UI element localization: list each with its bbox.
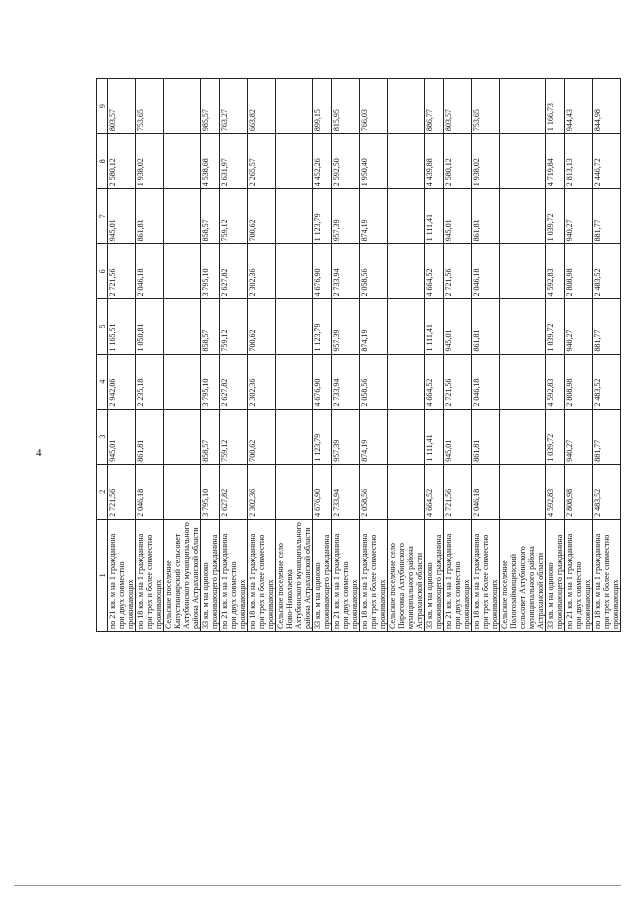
table-cell: 2 046,18 bbox=[472, 244, 500, 299]
table-cell: 4 439,88 bbox=[425, 134, 444, 189]
table-cell: 2 627,82 bbox=[220, 354, 248, 409]
table-cell: 4 664,52 bbox=[425, 244, 444, 299]
table-cell: 1 165,51 bbox=[108, 299, 136, 354]
table-cell bbox=[388, 79, 425, 134]
table-cell: 803,57 bbox=[108, 79, 136, 134]
table-cell: 1 123,79 bbox=[313, 189, 332, 244]
table-cell: 2 046,18 bbox=[136, 244, 164, 299]
table-cell: 940,27 bbox=[565, 409, 593, 464]
rotated-sheet bbox=[96, 78, 620, 632]
page-number: 4 bbox=[36, 447, 42, 459]
table-cell: 803,57 bbox=[444, 79, 472, 134]
table-row bbox=[276, 79, 313, 632]
column-header: 8 bbox=[97, 134, 108, 189]
row-label: по 21 кв. м на 1 гражданина при двух совместно проживающих bbox=[444, 519, 472, 631]
table-cell bbox=[276, 79, 313, 134]
table-cell: 2 235,18 bbox=[136, 354, 164, 409]
table-row bbox=[500, 79, 546, 632]
table-row bbox=[546, 79, 565, 632]
table-cell: 2 302,36 bbox=[248, 354, 276, 409]
row-label: по 21 кв. м на 1 гражданина при двух совместно проживающих bbox=[565, 519, 593, 631]
row-label: по 18 кв. м на 1 гражданина при трех и более совместно проживающих bbox=[593, 519, 621, 631]
table-cell: 2 302,36 bbox=[248, 464, 276, 519]
table-row bbox=[248, 79, 276, 632]
table-cell: 1 950,40 bbox=[360, 134, 388, 189]
table-cell: 881,77 bbox=[593, 409, 621, 464]
table-cell: 2 733,94 bbox=[332, 354, 360, 409]
table-cell: 881,77 bbox=[593, 189, 621, 244]
table-row bbox=[164, 79, 201, 632]
table-cell: 2 721,56 bbox=[444, 244, 472, 299]
table-cell: 858,57 bbox=[201, 189, 220, 244]
table-cell: 945,01 bbox=[444, 409, 472, 464]
row-label: по 21 кв. м на 1 гражданина при двух совместно проживающих bbox=[220, 519, 248, 631]
table-row bbox=[425, 79, 444, 632]
table-cell: 945,01 bbox=[444, 189, 472, 244]
table-cell bbox=[388, 189, 425, 244]
row-label: 33 кв. м на одиноко проживающего гражданина bbox=[546, 519, 565, 631]
table-cell: 861,81 bbox=[136, 409, 164, 464]
table-cell: 940,27 bbox=[565, 299, 593, 354]
table-cell: 844,98 bbox=[593, 79, 621, 134]
table-cell: 759,12 bbox=[220, 189, 248, 244]
table-cell: 957,39 bbox=[332, 409, 360, 464]
row-label: по 18 кв. м на 1 гражданина при трех и более совместно проживающих bbox=[360, 519, 388, 631]
table-cell: 940,27 bbox=[565, 189, 593, 244]
table-cell: 861,81 bbox=[472, 409, 500, 464]
table-cell: 4 592,83 bbox=[546, 464, 565, 519]
table-cell: 4 676,90 bbox=[313, 244, 332, 299]
table-cell bbox=[164, 464, 201, 519]
row-label: по 18 кв. м на 1 гражданина при трех и более совместно проживающих bbox=[136, 519, 164, 631]
row-label: 33 кв. м на одиноко проживающего гражданина bbox=[313, 519, 332, 631]
table-cell: 2 046,18 bbox=[472, 464, 500, 519]
table-cell: 2 580,12 bbox=[108, 134, 136, 189]
table-cell bbox=[276, 464, 313, 519]
table-cell: 874,19 bbox=[360, 409, 388, 464]
column-header: 9 bbox=[97, 79, 108, 134]
table-cell: 2 058,56 bbox=[360, 244, 388, 299]
table-cell: 2 058,56 bbox=[360, 354, 388, 409]
column-header: 3 bbox=[97, 409, 108, 464]
table-cell: 945,01 bbox=[444, 299, 472, 354]
table-cell bbox=[164, 79, 201, 134]
table-cell: 2 721,56 bbox=[444, 464, 472, 519]
table-cell: 1 938,02 bbox=[472, 134, 500, 189]
table-cell: 1 050,81 bbox=[136, 299, 164, 354]
scan-edge-line bbox=[14, 885, 621, 886]
row-label: Сельское поселение Капустиноярский сельсовет Ахтубинского муниципального района Астраханской области bbox=[164, 519, 201, 631]
table-cell: 874,19 bbox=[360, 299, 388, 354]
table-cell bbox=[500, 464, 546, 519]
tariff-table bbox=[96, 78, 621, 632]
table-cell bbox=[276, 354, 313, 409]
row-label: Сельское поселение Пологозаймищенский сельсовет Ахтубинского муниципального района Астраханской области bbox=[500, 519, 546, 631]
table-cell: 4 592,83 bbox=[546, 244, 565, 299]
table-cell: 4 664,52 bbox=[425, 354, 444, 409]
table-cell: 874,19 bbox=[360, 189, 388, 244]
table-cell: 700,62 bbox=[248, 409, 276, 464]
table-cell bbox=[276, 409, 313, 464]
column-header: 4 bbox=[97, 354, 108, 409]
table-cell: 2 483,52 bbox=[593, 354, 621, 409]
table-cell: 4 452,26 bbox=[313, 134, 332, 189]
table-cell: 861,81 bbox=[472, 299, 500, 354]
table-cell bbox=[164, 189, 201, 244]
table-cell: 2 721,56 bbox=[108, 244, 136, 299]
table-cell: 1 123,79 bbox=[313, 409, 332, 464]
table-cell: 2 046,18 bbox=[472, 354, 500, 409]
table-cell: 2 808,98 bbox=[565, 354, 593, 409]
table-cell: 3 795,10 bbox=[201, 354, 220, 409]
table-row bbox=[472, 79, 500, 632]
table-cell bbox=[388, 134, 425, 189]
table-row bbox=[444, 79, 472, 632]
table-cell: 944,43 bbox=[565, 79, 593, 134]
table-cell: 753,65 bbox=[472, 79, 500, 134]
column-header: 1 bbox=[97, 519, 108, 631]
table-cell: 2 046,18 bbox=[136, 464, 164, 519]
table-cell bbox=[276, 244, 313, 299]
table-cell: 1 111,41 bbox=[425, 299, 444, 354]
table-cell bbox=[276, 189, 313, 244]
table-cell: 4 664,52 bbox=[425, 464, 444, 519]
table-cell: 861,81 bbox=[136, 189, 164, 244]
table-cell bbox=[388, 464, 425, 519]
table-cell bbox=[500, 409, 546, 464]
table-cell bbox=[164, 134, 201, 189]
table-cell: 1 123,79 bbox=[313, 299, 332, 354]
table-cell: 4 592,83 bbox=[546, 354, 565, 409]
table-row bbox=[201, 79, 220, 632]
table-cell: 861,81 bbox=[472, 189, 500, 244]
row-label: Сельское поселение село Пироговка Ахтубинского муниципального района Астраханской области bbox=[388, 519, 425, 631]
table-cell: 945,01 bbox=[108, 409, 136, 464]
table-cell: 753,65 bbox=[136, 79, 164, 134]
table-cell: 3 795,10 bbox=[201, 244, 220, 299]
table-cell: 2 631,97 bbox=[220, 134, 248, 189]
table-cell: 2 721,56 bbox=[108, 464, 136, 519]
table-cell: 4 538,68 bbox=[201, 134, 220, 189]
table-cell: 1 039,72 bbox=[546, 299, 565, 354]
table-cell: 2 483,52 bbox=[593, 244, 621, 299]
row-label: Сельское поселение село Ново-Николаевка Ахтубинского муниципального района Астраханской области bbox=[276, 519, 313, 631]
table-cell bbox=[388, 354, 425, 409]
table-row bbox=[136, 79, 164, 632]
table-cell: 763,27 bbox=[220, 79, 248, 134]
table-cell: 985,57 bbox=[201, 79, 220, 134]
table-cell bbox=[164, 409, 201, 464]
table-cell: 2 446,72 bbox=[593, 134, 621, 189]
table-cell: 663,82 bbox=[248, 79, 276, 134]
table-cell: 886,77 bbox=[425, 79, 444, 134]
table-cell bbox=[164, 354, 201, 409]
column-header: 5 bbox=[97, 299, 108, 354]
table-cell: 766,03 bbox=[360, 79, 388, 134]
table-cell: 2 265,57 bbox=[248, 134, 276, 189]
table-cell: 2 733,94 bbox=[332, 244, 360, 299]
table-cell bbox=[500, 79, 546, 134]
table-cell bbox=[388, 244, 425, 299]
table-cell: 759,12 bbox=[220, 299, 248, 354]
table-cell bbox=[500, 299, 546, 354]
table-cell: 1 111,41 bbox=[425, 189, 444, 244]
table-cell: 4 676,90 bbox=[313, 464, 332, 519]
table-cell: 2 302,36 bbox=[248, 244, 276, 299]
table-cell: 1 166,73 bbox=[546, 79, 565, 134]
table-cell: 957,39 bbox=[332, 189, 360, 244]
table-cell: 815,95 bbox=[332, 79, 360, 134]
table-cell: 2 627,82 bbox=[220, 464, 248, 519]
table-cell: 2 733,94 bbox=[332, 464, 360, 519]
table-row bbox=[565, 79, 593, 632]
table-row bbox=[360, 79, 388, 632]
table-cell: 2 808,98 bbox=[565, 464, 593, 519]
table-body bbox=[108, 79, 621, 632]
table-cell: 1 111,41 bbox=[425, 409, 444, 464]
table-row bbox=[332, 79, 360, 632]
table-cell: 1 039,72 bbox=[546, 189, 565, 244]
table-row bbox=[388, 79, 425, 632]
table-cell bbox=[500, 189, 546, 244]
table-cell: 1 938,02 bbox=[136, 134, 164, 189]
table-cell: 2 942,06 bbox=[108, 354, 136, 409]
table-cell: 2 721,56 bbox=[444, 354, 472, 409]
table-cell bbox=[276, 299, 313, 354]
table-row bbox=[593, 79, 621, 632]
table-cell: 2 813,13 bbox=[565, 134, 593, 189]
table-cell: 700,62 bbox=[248, 189, 276, 244]
table-cell bbox=[164, 299, 201, 354]
table-cell bbox=[276, 134, 313, 189]
table-cell: 858,57 bbox=[201, 299, 220, 354]
table-cell: 2 592,50 bbox=[332, 134, 360, 189]
table-cell: 881,77 bbox=[593, 299, 621, 354]
row-label: по 21 кв. м на 1 гражданина при двух совместно проживающих bbox=[332, 519, 360, 631]
table-cell: 899,15 bbox=[313, 79, 332, 134]
table-cell: 759,12 bbox=[220, 409, 248, 464]
table-cell bbox=[500, 354, 546, 409]
table-cell bbox=[388, 409, 425, 464]
header-row bbox=[97, 79, 108, 632]
column-header: 7 bbox=[97, 189, 108, 244]
row-label: по 21 кв. м на 1 гражданина при двух совместно проживающих bbox=[108, 519, 136, 631]
table-cell: 2 058,56 bbox=[360, 464, 388, 519]
table-cell bbox=[500, 134, 546, 189]
row-label: 33 кв. м на одиноко проживающего гражданина bbox=[425, 519, 444, 631]
table-cell: 4 719,84 bbox=[546, 134, 565, 189]
table-cell: 4 676,90 bbox=[313, 354, 332, 409]
table-cell: 700,62 bbox=[248, 299, 276, 354]
table-cell: 2 808,98 bbox=[565, 244, 593, 299]
table-cell bbox=[500, 244, 546, 299]
row-label: по 18 кв. м на 1 гражданина при трех и более совместно проживающих bbox=[248, 519, 276, 631]
table-row bbox=[220, 79, 248, 632]
table-cell: 2 580,12 bbox=[444, 134, 472, 189]
table-cell: 2 627,82 bbox=[220, 244, 248, 299]
table-cell: 957,39 bbox=[332, 299, 360, 354]
column-header: 6 bbox=[97, 244, 108, 299]
table-row bbox=[313, 79, 332, 632]
table-cell bbox=[164, 244, 201, 299]
table-cell: 945,01 bbox=[108, 189, 136, 244]
table-cell: 858,57 bbox=[201, 409, 220, 464]
column-header: 2 bbox=[97, 464, 108, 519]
table-row bbox=[108, 79, 136, 632]
row-label: по 18 кв. м на 1 гражданина при трех и более совместно проживающих bbox=[472, 519, 500, 631]
table-cell: 2 483,52 bbox=[593, 464, 621, 519]
table-cell: 3 795,10 bbox=[201, 464, 220, 519]
table-cell bbox=[388, 299, 425, 354]
table-cell: 1 039,72 bbox=[546, 409, 565, 464]
row-label: 33 кв. м на одиноко проживающего гражданина bbox=[201, 519, 220, 631]
